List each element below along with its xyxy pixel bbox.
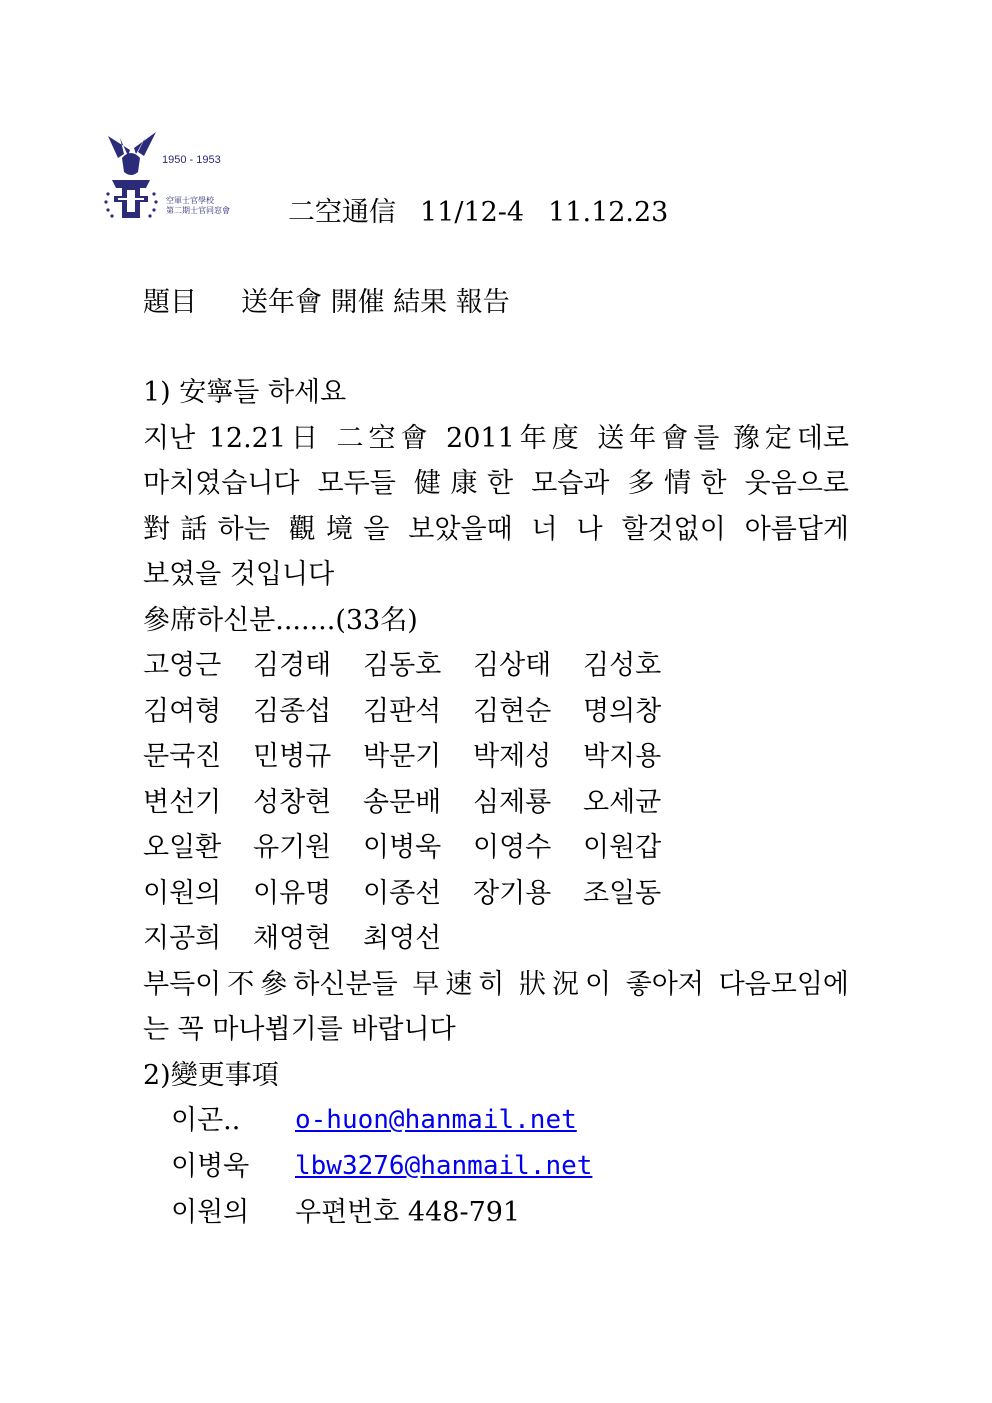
issue-number: 11/12-4 (420, 197, 525, 228)
email-link[interactable]: lbw3276@hanmail.net (295, 1151, 593, 1181)
attendee-name: 고영근 (143, 650, 222, 681)
attendee-name: 유기원 (253, 832, 332, 863)
logo (100, 128, 240, 224)
attendee-name: 박지용 (583, 741, 662, 772)
attendee-name: 김여형 (143, 695, 222, 727)
change-item-name: 이병욱 (171, 1151, 250, 1182)
email-link[interactable]: o-huon@hanmail.net (295, 1105, 577, 1135)
attendee-name: 채영현 (253, 923, 332, 954)
attendee-name: 이병욱 (363, 832, 442, 863)
document-body (143, 370, 849, 1236)
attendee-name: 명의창 (583, 695, 662, 727)
attendee-name: 오일환 (143, 832, 222, 863)
attendees-label: 參席하신분.......(33名) (143, 604, 418, 636)
attendee-row (143, 916, 849, 962)
attendee-row (143, 780, 849, 826)
attendee-name: 이종선 (363, 877, 442, 909)
attendee-name: 민병규 (253, 741, 332, 772)
attendee-name: 김성호 (583, 650, 662, 681)
attendee-name: 최영선 (363, 923, 442, 954)
section1-heading: 1) 安寧들 하세요 (143, 377, 347, 408)
attendee-name: 조일동 (583, 877, 662, 909)
issue-date: 11.12.23 (548, 197, 669, 228)
closing-line: 는 꼭 마나뵙기를 바랍니다 (143, 1014, 456, 1045)
attendee-name: 장기용 (473, 877, 552, 909)
closing-line: 부득이不參하신분들 早速히 狀況이 좋아저 다음모임에 (143, 968, 849, 1000)
attendee-name: 박제성 (473, 741, 552, 772)
logo-years: 1950 - 1953 (162, 154, 221, 166)
paragraph-line: 對話하는 觀境을 보았을때 너 나 할것없이 아름답게 (143, 513, 849, 545)
attendee-name: 김동호 (363, 650, 442, 681)
logo-org-line1: 空軍士官學校 (166, 196, 214, 205)
attendee-name: 김현순 (473, 695, 552, 727)
attendee-name: 성창현 (253, 786, 332, 818)
logo-org-name (166, 196, 230, 216)
paragraph-line: 지난 12.21日 二空會 2011年度 送年會를 豫定데로 (143, 422, 849, 454)
document-title (143, 280, 510, 319)
attendee-name: 김상태 (473, 650, 552, 681)
attendee-row (143, 825, 849, 871)
attendee-name: 이원의 (143, 877, 222, 909)
paragraph-line: 보였을 것입니다 (143, 559, 335, 590)
eagle-emblem-icon (100, 128, 162, 224)
paragraph-line: 마치였습니다 모두들 健康한 모습과 多情한 웃음으로 (143, 468, 849, 499)
attendee-name: 오세균 (583, 786, 662, 818)
attendee-name: 송문배 (363, 786, 442, 818)
attendee-name: 문국진 (143, 741, 222, 772)
change-item-name: 이곤.. (171, 1105, 241, 1136)
title-label: 題目 (143, 287, 197, 318)
section2-heading: 2)變更事項 (143, 1059, 279, 1091)
attendee-name: 이영수 (473, 832, 552, 863)
attendee-name: 김경태 (253, 650, 332, 681)
attendee-name: 이원갑 (583, 832, 662, 863)
attendee-name: 김종섭 (253, 695, 332, 727)
attendee-row (143, 734, 849, 780)
attendee-name: 변선기 (143, 786, 222, 818)
attendee-row (143, 643, 849, 689)
newsletter-name: 二空通信 (288, 197, 396, 228)
attendee-name: 이유명 (253, 877, 332, 909)
logo-org-line2: 第二期士官同窓會 (166, 206, 230, 215)
postal-code: 우편번호 448-791 (295, 1197, 521, 1228)
change-item (143, 1190, 849, 1236)
attendee-name: 박문기 (363, 741, 442, 772)
change-item (143, 1144, 849, 1190)
attendee-name: 심제룡 (473, 786, 552, 818)
change-item (143, 1098, 849, 1144)
attendee-row (143, 689, 849, 735)
title-text: 送年會 開催 結果 報告 (241, 287, 510, 318)
attendee-name: 지공희 (143, 923, 222, 954)
newsletter-header (288, 190, 692, 229)
change-item-name: 이원의 (171, 1197, 250, 1228)
attendee-row (143, 871, 849, 917)
attendee-name: 김판석 (363, 695, 442, 727)
